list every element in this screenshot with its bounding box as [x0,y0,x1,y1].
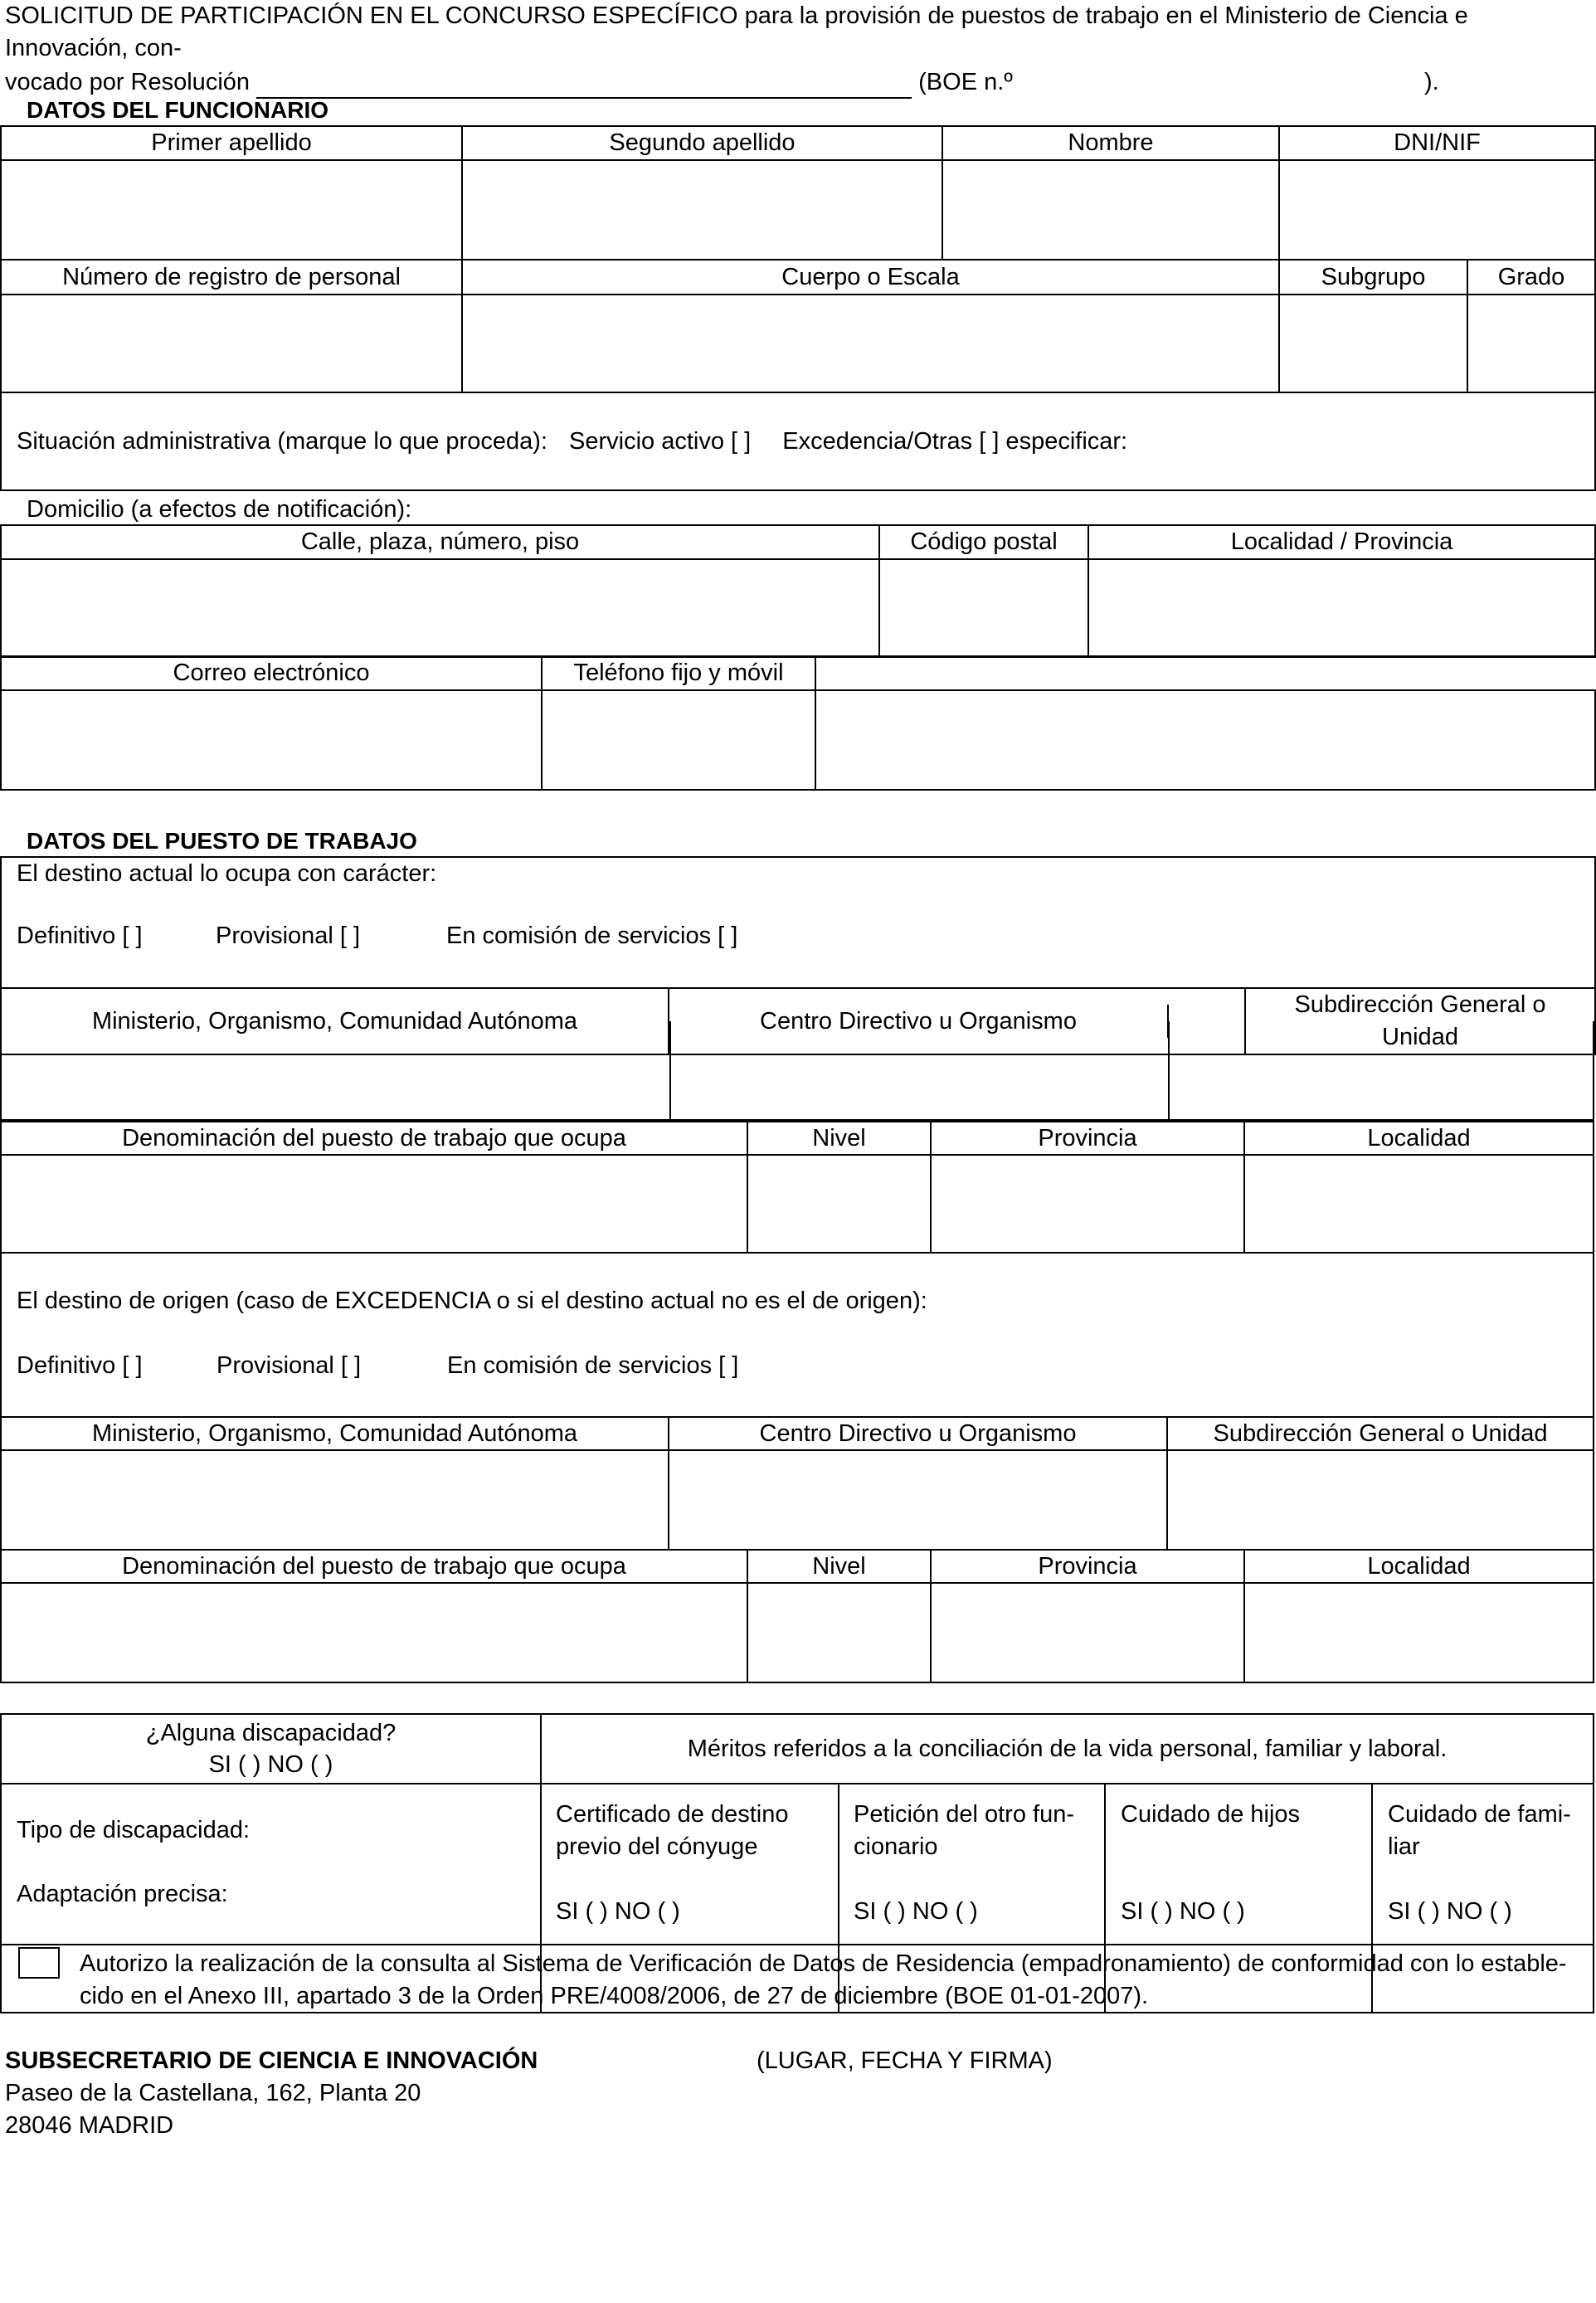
domicilio-table [0,524,1596,658]
field-actual-denominacion[interactable] [2,1156,747,1252]
option-actual-provisional[interactable]: Provisional [ ] [216,923,361,950]
contacto-table [0,655,1596,791]
autorizacion-text: Autorizo la realización de la consulta al Sistema de Verificación de Datos de Residencia (empadronamiento) de conformidad con lo estable- cido en el Anexo III, apartado 3 de la Orden PRE/4008/2006, de 27 de diciembre (BOE 01-01-2007). [80,1950,1567,2010]
header-actual-localidad: Localidad [1367,1125,1471,1152]
field-actual-localidad[interactable] [1245,1156,1593,1252]
merito-cuidado-familiar-label: Cuidado de fami- liar [1388,1801,1571,1861]
situacion-administrativa-row: Situación administrativa (marque lo que proceda): Servicio activo [ ] Excedencia/Otras [ ] especificar: [1,392,1595,490]
header-origen-provincia: Provincia [1038,1553,1137,1580]
header-localidad-provincia: Localidad / Provincia [1088,525,1595,559]
field-contacto-extra[interactable] [815,690,1595,790]
section-title-puesto: DATOS DEL PUESTO DE TRABAJO [27,828,417,854]
field-calle[interactable] [1,559,879,657]
destino-origen-block [0,1252,1594,1418]
discapacidad-answer[interactable]: SI ( ) NO ( ) [208,1751,333,1778]
adaptacion-precisa-label: Adaptación precisa: [17,1881,228,1907]
field-actual-centro[interactable] [671,1021,1168,1119]
puesto-origen-organismo-block [0,1416,1594,1551]
field-origen-nivel[interactable] [748,1584,930,1682]
field-origen-provincia[interactable] [932,1584,1243,1682]
intro-line-1: SOLICITUD DE PARTICIPACIÓN EN EL CONCURSO ESPECÍFICO para la provisión de puestos de trabajo en el Ministerio de Ciencia e Innovación, con- [5,2,1468,62]
header-segundo-apellido: Segundo apellido [462,126,942,160]
field-origen-localidad[interactable] [1245,1584,1593,1682]
field-origen-centro[interactable] [669,1451,1166,1549]
discapacidad-meritos-block [0,1713,1594,2013]
header-actual-denominacion: Denominación del puesto de trabajo que ocupa [122,1125,626,1152]
header-dni: DNI/NIF [1279,126,1595,160]
field-origen-subdireccion[interactable] [1168,1451,1593,1549]
option-servicio-activo[interactable]: Servicio activo [ ] [569,427,752,455]
field-actual-ministerio[interactable] [2,1021,669,1119]
field-correo[interactable] [1,690,542,790]
discapacidad-question: ¿Alguna discapacidad? [145,1720,397,1746]
field-codigo-postal[interactable] [879,559,1088,657]
field-origen-denominacion[interactable] [2,1584,747,1682]
merito-otro-funcionario-label: Petición del otro fun- cionario [854,1801,1074,1861]
destino-actual-block [1,857,1595,988]
destino-origen-options [17,1350,738,1382]
puesto-origen-denominacion-block [0,1549,1594,1683]
header-telefono: Teléfono fijo y móvil [542,656,815,690]
header-origen-denominacion: Denominación del puesto de trabajo que ocupa [122,1553,626,1580]
header-origen-subdireccion: Subdirección General o Unidad [1213,1420,1548,1447]
merito-otro-funcionario-answer[interactable]: SI ( ) NO ( ) [854,1898,978,1925]
section-title-funcionario: DATOS DEL FUNCIONARIO [27,97,329,123]
header-origen-ministerio: Ministerio, Organismo, Comunidad Autónoma [91,1420,578,1447]
funcionario-names-table [0,125,1596,491]
header-origen-localidad: Localidad [1367,1553,1471,1580]
signature-label: (LUGAR, FECHA Y FIRMA) [757,2047,1053,2074]
meritos-title: Méritos referidos a la conciliación de la vida personal, familiar y laboral. [687,1736,1448,1762]
field-grado[interactable] [1468,295,1594,392]
recipient-address-line-2: 28046 MADRID [5,2112,174,2140]
header-subgrupo: Subgrupo [1280,260,1468,294]
header-codigo-postal: Código postal [879,525,1088,559]
field-subgrupo[interactable] [1280,295,1468,392]
merito-conyuge-answer[interactable]: SI ( ) NO ( ) [556,1898,680,1925]
option-origen-definitivo[interactable]: Definitivo [ ] [17,1352,143,1379]
header-nombre: Nombre [942,126,1279,160]
autorizacion-checkbox[interactable] [18,1947,60,1979]
header-actual-subdireccion: Subdirección General o Unidad [1245,988,1595,1054]
recipient-title: SUBSECRETARIO DE CIENCIA E INNOVACIÓN [5,2047,538,2074]
tipo-discapacidad-label: Tipo de discapacidad: [17,1817,251,1843]
puesto-actual-organismo-fields [0,1021,1594,1121]
merito-cuidado-hijos-label: Cuidado de hijos [1121,1801,1301,1828]
option-actual-definitivo[interactable]: Definitivo [ ] [17,923,143,950]
domicilio-label: Domicilio (a efectos de notificación): [27,496,412,523]
destino-actual-options [17,920,1579,952]
header-subgrupo-grado [1279,260,1595,295]
field-dni[interactable] [1279,160,1595,260]
field-segundo-apellido[interactable] [462,160,942,260]
resolucion-blank-line[interactable] [256,72,912,99]
field-actual-nivel[interactable] [748,1156,930,1252]
header-origen-centro: Centro Directivo u Organismo [759,1420,1077,1447]
header-actual-nivel: Nivel [812,1125,866,1152]
puesto-actual-denominacion-block [0,1121,1594,1254]
form-intro [5,0,1594,99]
header-nrp: Número de registro de personal [1,260,462,295]
merito-conyuge-label: Certificado de destino previo del cónyuge [556,1801,789,1861]
header-grado: Grado [1497,263,1565,290]
intro-line-2: vocado por Resolución (BOE n.º ). [5,66,1594,99]
field-nombre[interactable] [942,160,1279,260]
option-excedencia[interactable]: Excedencia/Otras [ ] especificar: [782,427,1128,455]
field-nrp[interactable] [1,295,462,392]
header-actual-centro: Centro Directivo u Organismo [669,1005,1169,1038]
field-actual-subdireccion[interactable] [1170,1021,1594,1119]
recipient-address-line-1: Paseo de la Castellana, 162, Planta 20 [5,2080,421,2107]
header-cuerpo: Cuerpo o Escala [462,260,1279,295]
contacto-header-empty [815,656,1595,690]
field-origen-ministerio[interactable] [2,1451,668,1549]
field-actual-provincia[interactable] [932,1156,1243,1252]
field-cuerpo[interactable] [462,295,1279,392]
field-localidad-provincia[interactable] [1088,559,1595,657]
option-actual-comision[interactable]: En comisión de servicios [ ] [446,923,738,950]
merito-cuidado-familiar-answer[interactable]: SI ( ) NO ( ) [1388,1898,1512,1925]
field-primer-apellido[interactable] [1,160,462,260]
field-telefono[interactable] [542,690,815,790]
option-origen-provisional[interactable]: Provisional [ ] [217,1352,362,1379]
header-calle: Calle, plaza, número, piso [1,525,879,559]
header-actual-ministerio: Ministerio, Organismo, Comunidad Autónoma [1,988,669,1054]
field-subgrupo-grado[interactable] [1279,295,1595,392]
header-actual-provincia: Provincia [1038,1125,1137,1152]
destino-actual-label: El destino actual lo ocupa con carácter: [17,860,437,887]
option-origen-comision[interactable]: En comisión de servicios [ ] [447,1352,739,1379]
destino-origen-label: El destino de origen (caso de EXCEDENCIA o si el destino actual no es el de origen): [17,1288,927,1314]
header-correo: Correo electrónico [1,656,542,690]
header-origen-nivel: Nivel [812,1553,866,1580]
footer-recipient [5,2045,538,2142]
header-primer-apellido: Primer apellido [1,126,462,160]
merito-cuidado-hijos-answer[interactable]: SI ( ) NO ( ) [1121,1898,1245,1925]
